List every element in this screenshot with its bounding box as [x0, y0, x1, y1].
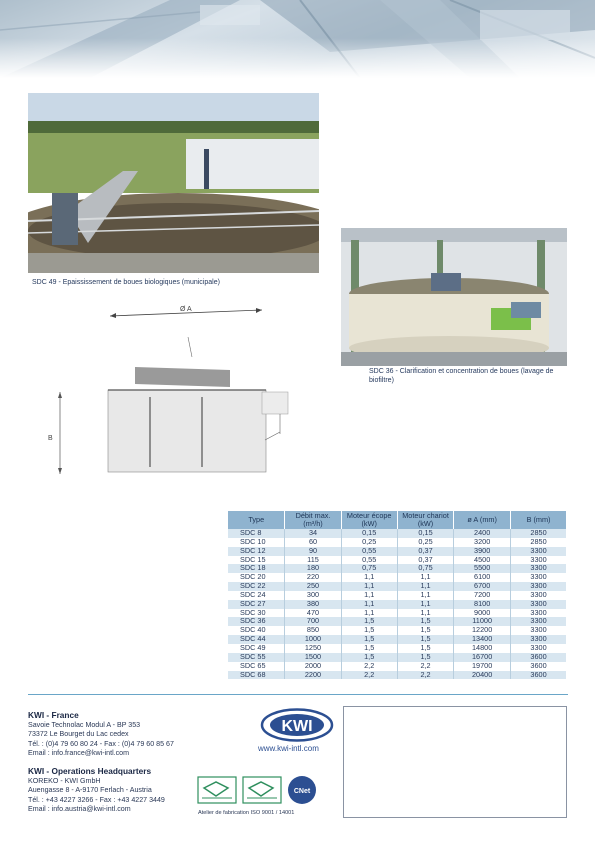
address-line: Auengasse 8 - A-9170 Ferlach - Austria	[28, 786, 152, 795]
spec-table	[228, 511, 566, 679]
table-cell: 1,5	[397, 635, 453, 644]
dim-a-label: Ø A	[180, 306, 192, 313]
table-row	[228, 573, 566, 582]
address-headquarters	[28, 766, 165, 814]
table-cell: 9000	[454, 609, 511, 618]
column-header: Moteur écope (kW)	[341, 511, 397, 529]
table-cell: 1,1	[341, 600, 397, 609]
table-cell: 20400	[454, 671, 511, 680]
table-cell: 0,25	[397, 538, 453, 547]
cert-badge-text: CNet	[293, 788, 311, 795]
iso-14001-cert-icon	[243, 777, 281, 803]
table-cell: 0,55	[341, 547, 397, 556]
table-cell: 1,5	[341, 635, 397, 644]
table-cell: 3200	[454, 538, 511, 547]
table-cell: 2850	[511, 529, 566, 538]
table-cell: 2,2	[341, 662, 397, 671]
table-cell: 0,75	[341, 564, 397, 573]
table-row	[228, 591, 566, 600]
table-cell: SDC 27	[228, 600, 285, 609]
table-cell: 2,2	[397, 671, 453, 680]
table-cell: 3300	[511, 635, 566, 644]
header-banner-photo	[0, 0, 595, 78]
table-cell: SDC 68	[228, 671, 285, 680]
table-cell: 3600	[511, 653, 566, 662]
table-row	[228, 529, 566, 538]
address-line: Tél. : +43 4227 3266 - Fax : +43 4227 3449	[28, 795, 165, 804]
table-cell: 90	[285, 547, 341, 556]
table-cell: SDC 36	[228, 617, 285, 626]
table-cell: 1,1	[397, 582, 453, 591]
table-cell: 0,55	[341, 556, 397, 565]
table-cell: SDC 49	[228, 644, 285, 653]
table-cell: 6100	[454, 573, 511, 582]
table-cell: 1,5	[341, 626, 397, 635]
table-cell: 180	[285, 564, 341, 573]
address-line: Savoie Technolac Modul A - BP 353	[28, 721, 141, 729]
table-cell: 2,2	[397, 662, 453, 671]
table-cell: 1,1	[397, 591, 453, 600]
table-cell: 1000	[285, 635, 341, 644]
table-cell: 0,15	[397, 529, 453, 538]
table-cell: 2000	[285, 662, 341, 671]
table-row	[228, 644, 566, 653]
table-cell: 0,75	[397, 564, 453, 573]
table-cell: 1,1	[397, 573, 453, 582]
table-cell: 13400	[454, 635, 511, 644]
address-line: Tél. : (0)4 79 60 80 24 - Fax : (0)4 79 60 85 67	[28, 739, 174, 748]
table-cell: 1,5	[397, 653, 453, 662]
table-cell: 4500	[454, 556, 511, 565]
table-cell: 8100	[454, 600, 511, 609]
table-cell: SDC 10	[228, 538, 285, 547]
photo-sdc49-thickener	[28, 93, 319, 273]
distributor-stamp-box	[343, 706, 567, 818]
table-cell: SDC 65	[228, 662, 285, 671]
table-row	[228, 582, 566, 591]
table-cell: 3600	[511, 662, 566, 671]
email-link[interactable]: Email : info.austria@kwi-intl.com	[28, 804, 131, 813]
table-cell: 2,2	[341, 671, 397, 680]
table-cell: 0,37	[397, 556, 453, 565]
table-cell: 1,1	[341, 609, 397, 618]
table-cell: 7200	[454, 591, 511, 600]
table-cell: 1,1	[397, 609, 453, 618]
table-cell: 300	[285, 591, 341, 600]
table-cell: 0,37	[397, 547, 453, 556]
address-france	[28, 710, 174, 758]
table-cell: 1,1	[341, 573, 397, 582]
table-cell: 0,15	[341, 529, 397, 538]
table-row	[228, 609, 566, 618]
table-cell: 3600	[511, 671, 566, 680]
table-row	[228, 653, 566, 662]
column-header: Type	[228, 511, 285, 529]
table-cell: SDC 22	[228, 582, 285, 591]
table-row	[228, 635, 566, 644]
website-link[interactable]: www.kwi-intl.com	[258, 744, 319, 753]
table-cell: 850	[285, 626, 341, 635]
table-cell: 3300	[511, 547, 566, 556]
dim-b-label: B	[48, 435, 53, 442]
certification-icons	[196, 774, 332, 806]
table-cell: 2850	[511, 538, 566, 547]
table-cell: SDC 44	[228, 635, 285, 644]
address-line: KOREKO - KWI GmbH	[28, 777, 101, 785]
table-row	[228, 626, 566, 635]
table-cell: 16700	[454, 653, 511, 662]
table-cell: 12200	[454, 626, 511, 635]
table-cell: SDC 20	[228, 573, 285, 582]
table-cell: 1250	[285, 644, 341, 653]
table-cell: 470	[285, 609, 341, 618]
column-header: Moteur chariot (kW)	[397, 511, 453, 529]
iso-9001-cert-icon	[198, 777, 236, 803]
table-cell: SDC 30	[228, 609, 285, 618]
email-link[interactable]: Email : info.france@kwi-intl.com	[28, 748, 130, 757]
table-row	[228, 547, 566, 556]
table-cell: SDC 18	[228, 564, 285, 573]
column-header: Débit max. (m³/h)	[285, 511, 341, 529]
table-cell: 2200	[285, 671, 341, 680]
table-cell: 3300	[511, 564, 566, 573]
address-hq-title: KWI - Operations Headquarters	[28, 766, 152, 776]
footer-divider	[28, 694, 568, 695]
table-cell: 14800	[454, 644, 511, 653]
table-row	[228, 617, 566, 626]
table-cell: 115	[285, 556, 341, 565]
table-cell: SDC 40	[228, 626, 285, 635]
table-cell: 3300	[511, 626, 566, 635]
table-cell: SDC 55	[228, 653, 285, 662]
table-cell: 250	[285, 582, 341, 591]
table-cell: 0,25	[341, 538, 397, 547]
photo2-caption-text: SDC 36 - Clarification et concentration de boues (lavage de biofiltre)	[369, 368, 554, 385]
iqnet-cert-icon	[288, 776, 316, 804]
table-cell: 1,5	[397, 644, 453, 653]
table-cell: 3300	[511, 582, 566, 591]
table-cell: 1,5	[397, 617, 453, 626]
photo1-caption: SDC 49 - Epaississement de boues biologiques (municipale)	[32, 279, 220, 286]
table-cell: 1,1	[341, 582, 397, 591]
table-cell: SDC 24	[228, 591, 285, 600]
table-cell: 5500	[454, 564, 511, 573]
table-cell: 3300	[511, 591, 566, 600]
table-cell: 1,5	[341, 617, 397, 626]
table-row	[228, 564, 566, 573]
photo-sdc36-clarifier	[341, 228, 567, 366]
table-cell: 19700	[454, 662, 511, 671]
address-france-title: KWI - France	[28, 710, 79, 720]
table-row	[228, 556, 566, 565]
logo-text: KWI	[281, 718, 313, 735]
table-cell: 34	[285, 529, 341, 538]
table-cell: 3300	[511, 617, 566, 626]
table-cell: 3300	[511, 556, 566, 565]
table-cell: 3900	[454, 547, 511, 556]
table-cell: 3300	[511, 600, 566, 609]
column-header: ø A (mm)	[454, 511, 511, 529]
photo2-caption	[369, 367, 559, 386]
certification-caption: Atelier de fabrication ISO 9001 / 14001	[198, 810, 295, 816]
address-line: 73372 Le Bourget du Lac cedex	[28, 730, 129, 739]
technical-drawing	[40, 302, 300, 487]
table-cell: 380	[285, 600, 341, 609]
table-cell: 220	[285, 573, 341, 582]
table-cell: SDC 8	[228, 529, 285, 538]
table-cell: 1,1	[341, 591, 397, 600]
table-header-row	[228, 511, 566, 529]
table-cell: 6700	[454, 582, 511, 591]
table-cell: 2400	[454, 529, 511, 538]
table-cell: SDC 12	[228, 547, 285, 556]
table-cell: 700	[285, 617, 341, 626]
column-header: B (mm)	[511, 511, 566, 529]
table-cell: 1,1	[397, 600, 453, 609]
table-cell: 1,5	[341, 644, 397, 653]
table-row	[228, 662, 566, 671]
table-cell: 3300	[511, 644, 566, 653]
table-row	[228, 538, 566, 547]
table-row	[228, 671, 566, 680]
table-cell: 1,5	[397, 626, 453, 635]
table-cell: 1500	[285, 653, 341, 662]
table-cell: 1,5	[341, 653, 397, 662]
table-cell: 3300	[511, 573, 566, 582]
table-cell: 60	[285, 538, 341, 547]
table-cell: 11000	[454, 617, 511, 626]
table-cell: SDC 15	[228, 556, 285, 565]
kwi-logo	[260, 708, 334, 742]
table-row	[228, 600, 566, 609]
table-cell: 3300	[511, 609, 566, 618]
